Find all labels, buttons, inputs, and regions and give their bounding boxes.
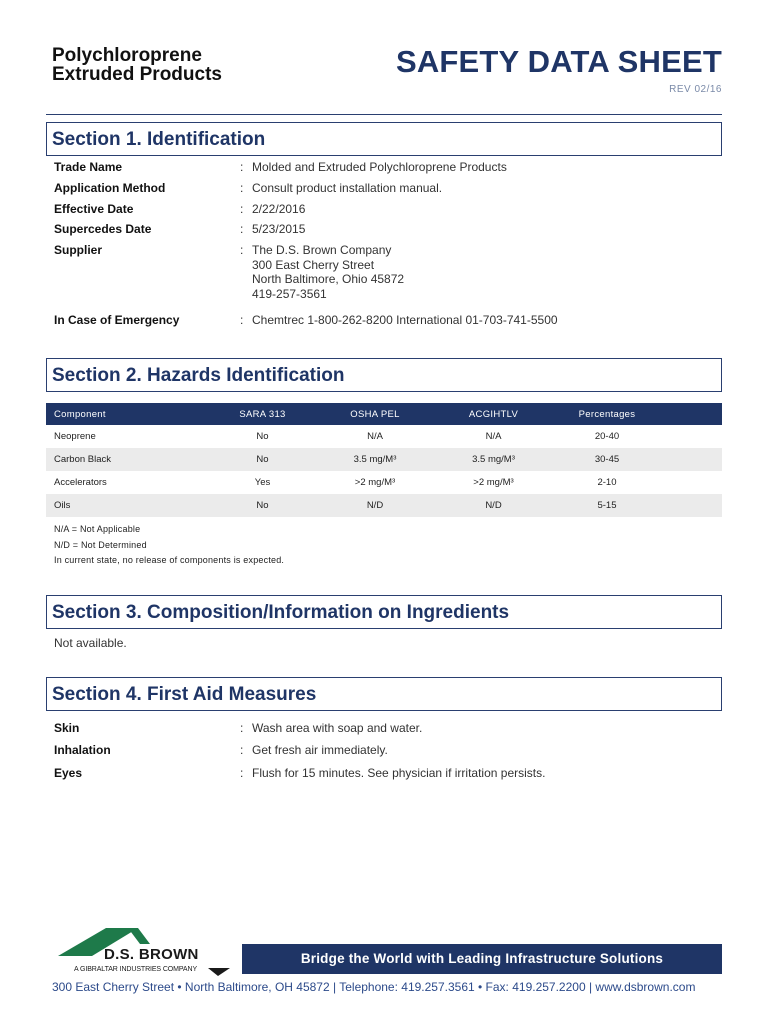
field-colon: :	[240, 222, 244, 237]
field-colon: :	[240, 765, 244, 780]
table-header-row	[46, 403, 722, 425]
table-cell: 20-40	[594, 431, 620, 442]
hazards-table	[46, 403, 722, 517]
table-cell: No	[210, 494, 315, 517]
field-label: Effective Date	[54, 201, 134, 216]
field-label: In Case of Emergency	[54, 313, 180, 328]
column-header: Percentages	[552, 403, 662, 425]
table-cell: No	[256, 431, 269, 442]
field-value: Molded and Extruded Polychloroprene Products	[252, 160, 507, 174]
supplier-line: 419-257-3561	[252, 286, 327, 301]
field-value: 2/22/2016	[252, 201, 306, 216]
column-header: Component	[46, 403, 210, 425]
table-cell: Accelerators	[54, 477, 107, 488]
contact-info: 300 East Cherry Street • North Baltimore, OH 45872 | Telephone: 419.257.3561 • Fax: 419.257.2200 | www.dsbrown.com	[52, 980, 696, 994]
field-row	[54, 766, 722, 781]
field-label: Inhalation	[54, 743, 111, 758]
field-colon: :	[240, 160, 244, 174]
emergency-row	[54, 313, 722, 328]
section1-fields	[54, 160, 722, 328]
table-cell: N/A	[485, 431, 502, 442]
logo-bridge-right	[128, 928, 150, 944]
field-label: Eyes	[54, 765, 83, 780]
field-label: Trade Name	[54, 160, 123, 174]
table-row	[46, 448, 722, 471]
section3-heading: Section 3. Composition/Information on Ingredients	[52, 602, 510, 623]
field-label: Supplier	[54, 243, 103, 258]
logo-subtitle: A GIBRALTAR INDUSTRIES COMPANY	[74, 966, 198, 973]
table-cell-spacer	[662, 471, 722, 494]
table-cell: N/A	[367, 431, 383, 442]
field-colon: :	[240, 180, 244, 195]
table-row	[46, 494, 722, 517]
table-cell: Neoprene	[54, 431, 96, 442]
field-row	[54, 743, 722, 758]
supplier-line: North Baltimore, Ohio 45872	[252, 272, 405, 287]
product-name-line1: Polychloroprene	[52, 45, 202, 66]
section1-heading: Section 1. Identification	[52, 129, 266, 150]
table-cell: 5-15	[552, 494, 662, 517]
emergency-contacts: Chemtrec 1-800-262-8200 International 01-703-741-5500	[252, 313, 558, 328]
header-divider	[46, 114, 722, 115]
table-cell-spacer	[662, 425, 722, 448]
tagline-banner: Bridge the World with Leading Infrastructure Solutions	[242, 944, 722, 974]
field-row	[54, 202, 722, 217]
section2-heading-box	[46, 358, 722, 392]
field-colon: :	[240, 743, 244, 758]
table-cell: 2-10	[597, 477, 617, 488]
section4-fields	[54, 721, 722, 780]
supplier-line: 300 East Cherry Street	[252, 257, 375, 272]
field-value: Wash area with soap and water.	[252, 721, 423, 735]
section4-heading-box	[46, 677, 722, 711]
table-cell: 30-45	[552, 448, 662, 471]
table-cell: Carbon Black	[46, 448, 210, 471]
logo-name: D.S. BROWN	[104, 946, 199, 963]
supplier-address	[252, 243, 404, 301]
field-colon: :	[240, 313, 244, 328]
table-cell-spacer	[662, 494, 722, 517]
product-name-line2: Extruded Products	[52, 64, 222, 85]
table-cell: Oils	[46, 494, 210, 517]
table-cell: N/D	[315, 494, 435, 517]
section3-heading-box	[46, 595, 722, 629]
supplier-line: The D.S. Brown Company	[252, 243, 392, 258]
field-label: Supercedes Date	[54, 222, 152, 237]
document-title: SAFETY DATA SHEET	[395, 44, 722, 79]
section2-heading: Section 2. Hazards Identification	[52, 365, 345, 386]
section1-heading-box	[46, 122, 722, 156]
table-notes	[54, 522, 284, 569]
field-label: Application Method	[54, 180, 166, 195]
note-line: N/D = Not Determined	[54, 539, 147, 550]
supplier-row	[54, 243, 722, 301]
product-name	[52, 46, 222, 84]
column-header: SARA 313	[210, 403, 315, 425]
table-cell: >2 mg/M³	[473, 477, 514, 488]
table-row	[46, 471, 722, 494]
table-cell: 3.5 mg/M³	[435, 448, 552, 471]
column-header: ACGIHTLV	[435, 403, 552, 425]
column-header: OSHA PEL	[315, 403, 435, 425]
field-row	[54, 160, 722, 175]
field-value: Flush for 15 minutes. See physician if irritation persists.	[252, 765, 546, 780]
logo-gibraltar-mark	[208, 968, 230, 976]
field-row	[54, 721, 722, 736]
field-row	[54, 222, 722, 237]
field-colon: :	[240, 721, 244, 735]
table-row	[46, 425, 722, 448]
table-cell: N/D	[435, 494, 552, 517]
revision-label: REV 02/16	[669, 84, 722, 95]
note-line: N/A = Not Applicable	[54, 524, 141, 534]
section4-heading: Section 4. First Aid Measures	[52, 684, 317, 705]
field-colon: :	[240, 243, 244, 258]
field-colon: :	[240, 201, 244, 216]
field-label: Skin	[54, 721, 80, 735]
field-row	[54, 181, 722, 196]
table-cell: Yes	[254, 477, 271, 488]
section3-text: Not available.	[54, 636, 127, 650]
field-value: Consult product installation manual.	[252, 180, 443, 195]
field-value: Get fresh air immediately.	[252, 743, 388, 758]
field-value: 5/23/2015	[252, 222, 306, 237]
table-cell: No	[210, 448, 315, 471]
table-cell: 3.5 mg/M³	[315, 448, 435, 471]
table-cell-spacer	[662, 448, 722, 471]
note-line: In current state, no release of components is expected.	[54, 555, 285, 565]
table-cell: >2 mg/M³	[354, 477, 396, 488]
column-header-spacer	[662, 403, 722, 425]
document-header	[396, 44, 722, 95]
